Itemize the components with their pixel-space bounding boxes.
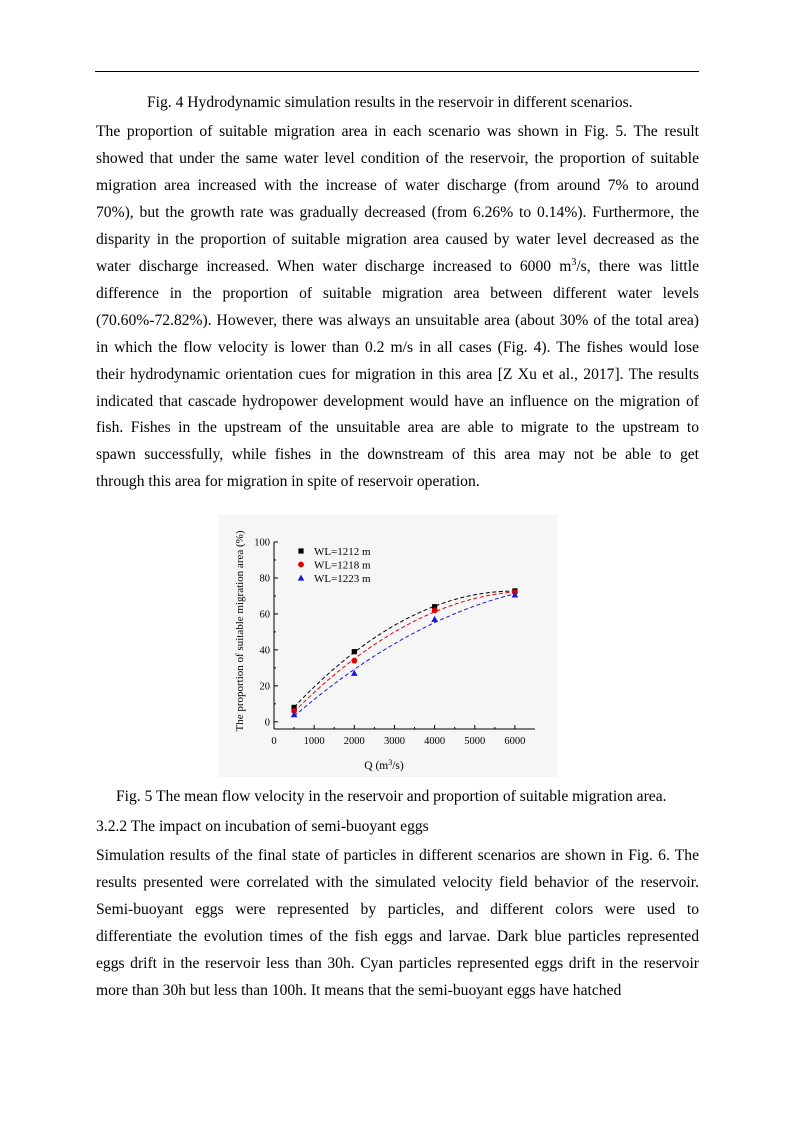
y-tick-label: 80 [259,573,270,585]
text-line: indicated that cascade hydropower development would have an influence on the migration of [96,392,699,410]
text-line: migration area increased with the increase of water discharge (from around 7% to around [96,176,699,194]
text-line: eggs drift in the reservoir less than 30h. Cyan particles represented eggs drift in the reservoir [96,954,699,972]
legend-label: WL=1212 m [314,546,371,558]
text-line: spawn successfully, while fishes in the downstream of this area may not be able to get [96,446,699,464]
fig5-caption: Fig. 5 The mean flow velocity in the reservoir and proportion of suitable migration area. [116,788,667,805]
x-tick-label: 0 [271,736,277,747]
legend-marker-triangle [298,575,305,581]
y-axis-label: The proportion of suitable migration area (%) [234,530,246,732]
x-tick-label: 6000 [504,736,526,747]
text-line: difference in the proportion of suitable migration area between different water levels [96,284,699,302]
chart-markers [291,588,518,717]
section-heading: 3.2.2 The impact on incubation of semi-buoyant eggs [96,818,429,835]
y-tick-label: 100 [254,537,270,549]
text-line: their hydrodynamic orientation cues for migration in this area [Z Xu et al., 2017]. The results [96,365,699,383]
chart-fit-curves [294,591,515,716]
data-point-triangle [431,616,438,622]
legend-label: WL=1218 m [314,559,371,572]
y-tick-label: 20 [259,681,270,693]
x-tick-label: 5000 [464,736,486,747]
text-line: disparity in the proportion of suitable migration area caused by water level decreased as the [96,230,699,248]
text-line: Semi-buoyant eggs were represented by particles, and different colors were used to [96,900,699,918]
text-line: more than 30h but less than 100h. It means that the semi-buoyant eggs have hatched [96,981,622,999]
y-tick-label: 0 [264,717,270,729]
data-point-square [352,649,357,654]
x-tick-label: 3000 [383,736,405,747]
x-axis-label: Q $(m^3/s)$ [364,758,404,772]
y-tick-label: 40 [259,645,270,657]
data-point-circle [432,607,438,613]
text-line: fish. Fishes in the upstream of the unsuitable area are able to migrate to the upstream to [96,419,699,437]
fit-curve-2 [294,592,515,712]
legend-label: WL=1223 m [314,573,371,585]
text-line: (70.60%-72.82%). However, there was always an unsuitable area (about 30% of the total area) [96,311,699,329]
data-point-circle [351,658,357,664]
header-rule [95,71,699,72]
chart-legend [298,546,371,585]
text-line: results presented were correlated with the simulated velocity field behavior of the reservoir. [96,873,699,891]
legend-marker-circle [298,562,304,568]
x-tick-label: 1000 [303,736,325,747]
fig5-chart [218,515,558,777]
text-line: in which the flow velocity is lower than 0.2 m/s in all cases (Fig. 4). The fishes would lose [96,338,699,356]
text-line: water discharge increased. When water discharge increased to 6000 $m^3/s$, there was little [96,256,699,275]
text-line: differentiate the evolution times of the fish eggs and larvae. Dark blue particles represented [96,927,699,945]
legend-marker-square [298,548,303,553]
y-tick-label: 60 [259,609,270,621]
x-tick-label: 2000 [343,736,365,747]
x-tick-label: 4000 [424,736,446,747]
text-line: The proportion of suitable migration area in each scenario was shown in Fig. 5. The result [96,123,699,140]
fig4-caption: Fig. 4 Hydrodynamic simulation results in the reservoir in different scenarios. [147,94,633,111]
text-line: Simulation results of the final state of particles in different scenarios are shown in Fig. 6. The [96,847,699,864]
text-line: through this area for migration in spite of reservoir operation. [96,473,480,491]
text-line: showed that under the same water level condition of the reservoir, the proportion of suitable [96,149,699,167]
fit-curve-3 [294,594,515,716]
text-line: 70%), but the growth rate was gradually decreased (from 6.26% to 0.14%). Furthermore, the [96,203,699,221]
